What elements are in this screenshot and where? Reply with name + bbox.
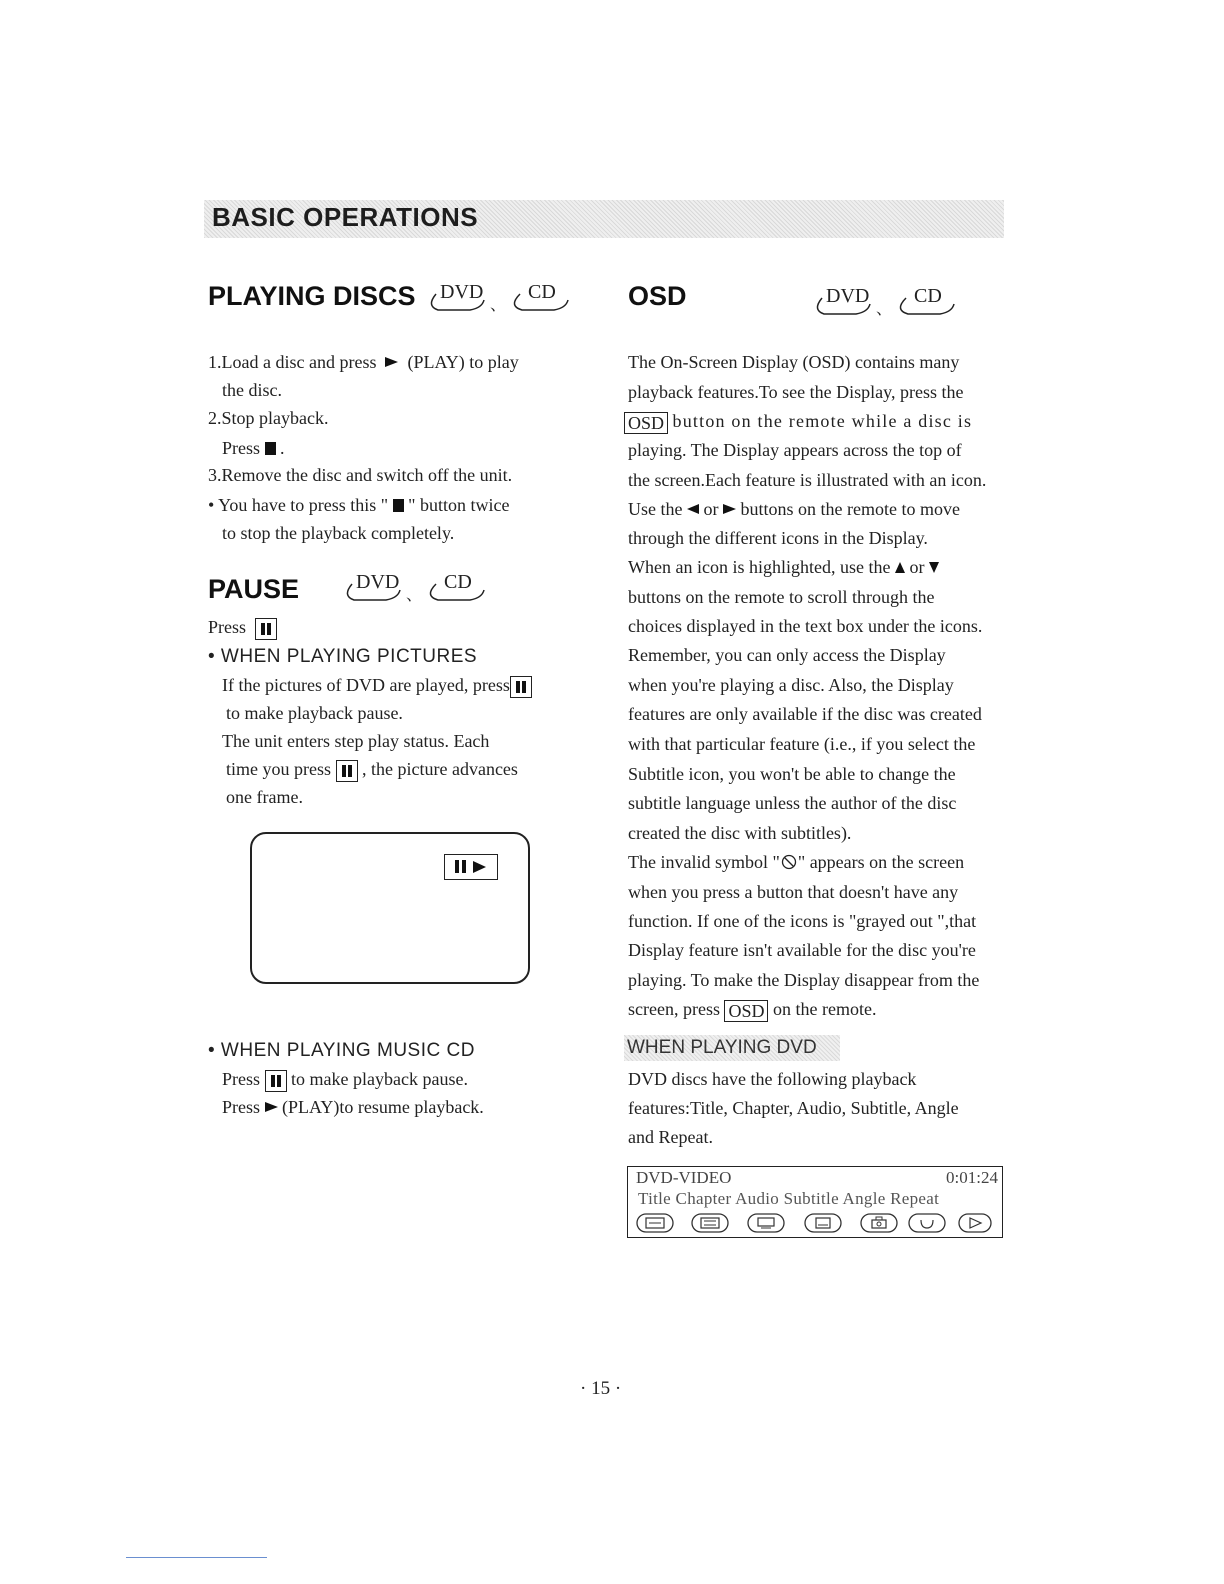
section-banner [204,200,1004,238]
music-line1: Press to make playback pause. [222,1065,468,1093]
playing-note-cont: to stop the playback completely. [222,523,455,543]
osd-line: function. If one of the icons is "grayed out ",that [628,911,977,931]
angle-icon [860,1213,898,1233]
osd-line: screen, press OSD on the remote. [628,999,877,1021]
playing-step2-press: Press . [222,438,285,458]
osd-line: Subtitle icon, you won't be able to change the [628,764,956,784]
osd-time: 0:01:24 [946,1168,998,1187]
osd-line: the screen.Each feature is illustrated with an icon. [628,470,987,490]
left-arrow-icon [687,504,699,514]
osd-line: subtitle language unless the author of the disc [628,793,957,813]
title-icon [636,1213,674,1233]
pause-icon [255,618,277,640]
osd-line: features are only available if the disc was created [628,704,982,724]
osd-line: when you press a button that doesn't have any [628,882,959,902]
osd-line: with that particular feature (i.e., if you select the [628,734,976,754]
pause-icon [510,676,532,698]
osd-line: OSD button on the remote while a disc is [624,407,972,435]
pictures-heading: • WHEN PLAYING PICTURES [208,646,478,667]
playing-step2: 2.Stop playback. [208,408,329,428]
svg-text:CD: CD [914,285,942,307]
dvd-cd-disc-icons [340,566,492,608]
music-heading: • WHEN PLAYING MUSIC CD [208,1040,475,1061]
footer-rule [126,1557,267,1558]
pictures-line4: time you press , the picture advances [226,755,518,783]
dvd-line: and Repeat. [628,1127,713,1147]
tv-screen-illustration [250,832,530,984]
dvd-cd-disc-icons [424,276,576,318]
stop-icon [393,499,404,512]
osd-line: when you're playing a disc. Also, the Display [628,675,954,695]
svg-text:、: 、 [490,297,507,314]
osd-line: through the different icons in the Display. [628,528,928,548]
invalid-symbol-icon [780,854,798,870]
music-line2: Press (PLAY)to resume playback. [222,1097,484,1117]
osd-button: OSD [624,412,668,434]
osd-line: The On-Screen Display (OSD) contains many [628,352,960,372]
osd-button: OSD [724,1000,768,1022]
chapter-icon [691,1213,729,1233]
osd-title: OSD [628,281,687,311]
svg-text:DVD: DVD [356,571,400,593]
osd-line: When an icon is highlighted, use the or [628,553,939,581]
pictures-line5: one frame. [226,787,303,807]
dvd-label: DVD [440,281,484,303]
osd-line: The invalid symbol " " appears on the screen [628,852,965,872]
pictures-line3: The unit enters step play status. Each [222,731,490,751]
audio-icon [747,1213,785,1233]
step-play-indicator-icon [444,854,498,880]
repeat-icon [908,1213,946,1233]
page-number: · 15 · [580,1378,622,1399]
svg-text:DVD: DVD [826,285,870,307]
subtitle-icon [804,1213,842,1233]
osd-mode: DVD-VIDEO [636,1168,732,1187]
dvd-line: DVD discs have the following playback [628,1069,917,1089]
play-icon [958,1213,992,1233]
osd-line: choices displayed in the text box under the icons. [628,616,983,636]
up-arrow-icon [895,562,905,573]
playing-note: • You have to press this " " button twice [208,495,510,515]
osd-display-illustration [627,1166,1003,1238]
banner-title: BASIC OPERATIONS [212,202,479,232]
osd-line: playing. The Display appears across the top of [628,440,962,460]
osd-line: buttons on the remote to scroll through the [628,587,935,607]
osd-feature-labels: Title Chapter Audio Subtitle Angle Repeat [638,1189,940,1208]
pause-icon [336,760,358,782]
pictures-line2: to make playback pause. [226,703,403,723]
svg-text:CD: CD [444,571,472,593]
playing-discs-title: PLAYING DISCS [208,281,416,311]
play-icon [385,357,398,367]
cd-label: CD [528,281,556,303]
stop-icon [265,442,276,455]
playing-step1: 1.Load a disc and press (PLAY) to play [208,352,519,372]
dvd-line: features:Title, Chapter, Audio, Subtitle, Angle [628,1098,959,1118]
right-arrow-icon [723,504,736,514]
pause-title: PAUSE [208,574,300,604]
down-arrow-icon [929,562,939,573]
osd-line: Display feature isn't available for the disc you're [628,940,976,960]
pictures-line1: If the pictures of DVD are played, press [222,671,532,699]
play-icon [265,1102,278,1112]
playing-step1-cont: the disc. [222,380,282,400]
playing-step3: 3.Remove the disc and switch off the unit. [208,465,513,485]
osd-line: created the disc with subtitles). [628,823,852,843]
pause-press: Press [208,613,277,641]
osd-line: playing. To make the Display disappear from the [628,970,980,990]
osd-line: Remember, you can only access the Display [628,645,946,665]
osd-line: Use the or buttons on the remote to move [628,499,960,519]
osd-line: playback features.To see the Display, press the [628,382,964,402]
when-playing-dvd-heading: WHEN PLAYING DVD [624,1035,840,1061]
svg-text:、: 、 [876,301,893,318]
pause-icon [265,1070,287,1092]
dvd-cd-disc-icons [810,280,962,322]
svg-text:、: 、 [406,587,423,604]
